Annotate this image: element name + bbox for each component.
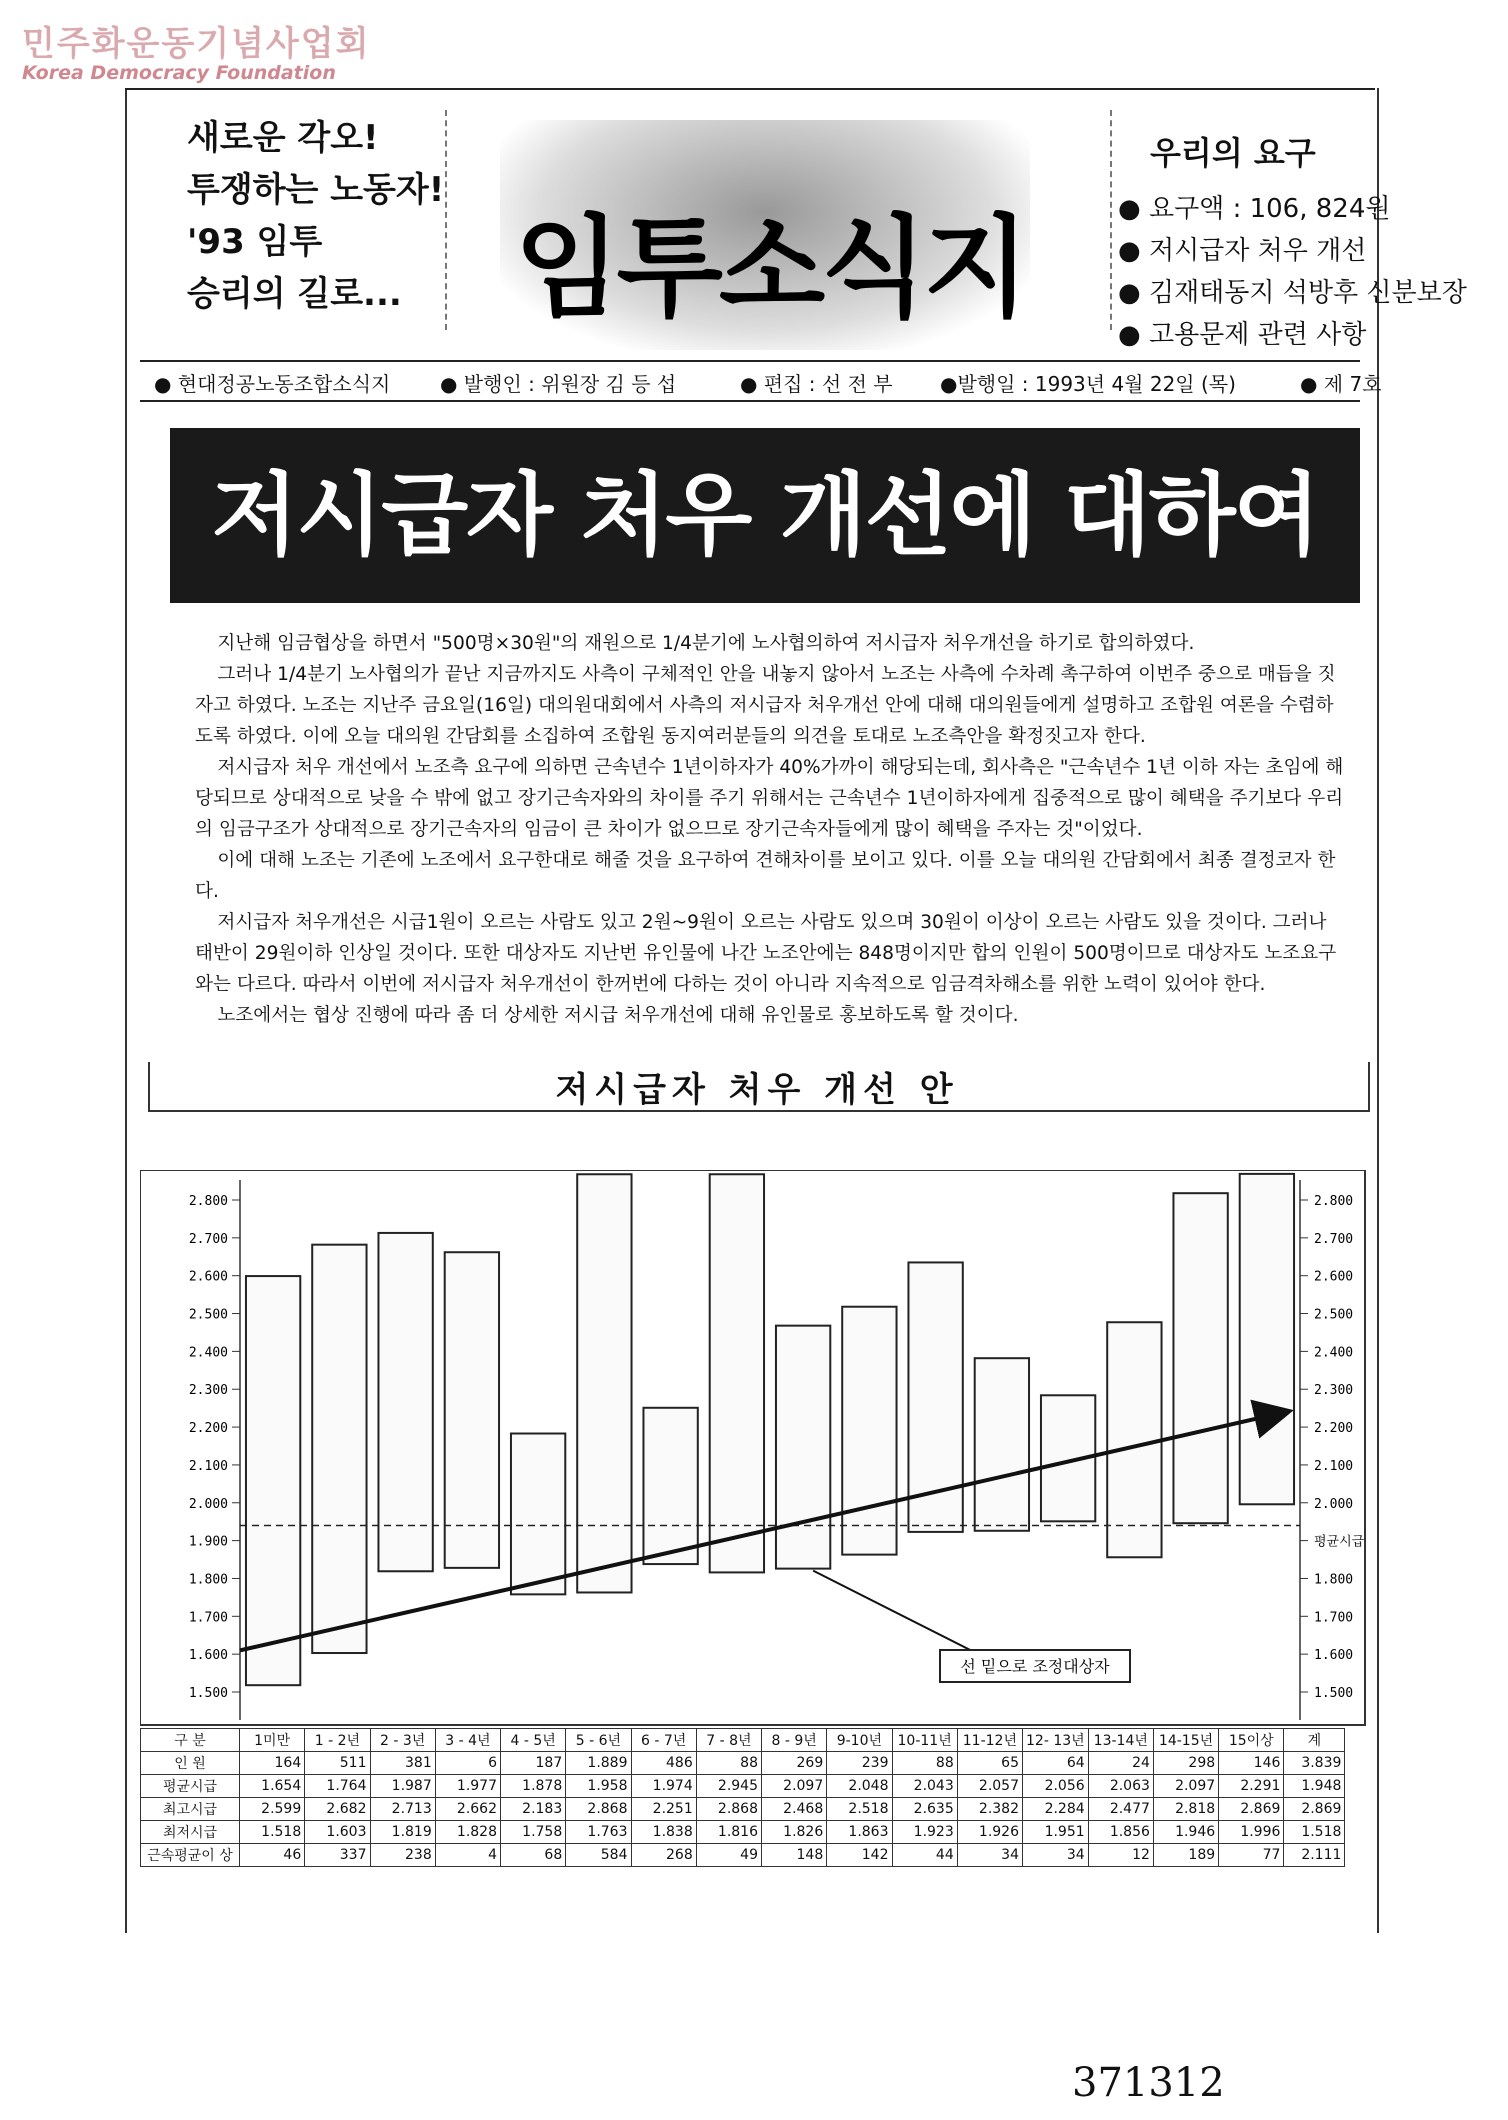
mast-divider — [445, 110, 449, 330]
table-header-label: 구 분 — [141, 1729, 240, 1752]
table-cell: 1.838 — [631, 1821, 696, 1844]
table-cell: 2.477 — [1088, 1798, 1153, 1821]
archive-number: 371312 — [1072, 2060, 1225, 2106]
y-tick-label-right: 1.500 — [1314, 1686, 1354, 1701]
table-cell: 1.856 — [1088, 1821, 1153, 1844]
demands-list — [1118, 188, 1467, 356]
headline: 저시급자 처우 개선에 대하여 — [170, 428, 1360, 603]
table-header-cell: 1미만 — [240, 1729, 305, 1752]
table-cell: 1.974 — [631, 1775, 696, 1798]
table-total-cell: 3.839 — [1284, 1752, 1345, 1775]
y-tick-label-right: 2.300 — [1314, 1383, 1354, 1399]
table-cell: 269 — [762, 1752, 827, 1775]
y-tick-label-right: 2.100 — [1314, 1458, 1354, 1474]
table-cell: 2.818 — [1153, 1798, 1218, 1821]
table-cell: 2.063 — [1088, 1775, 1153, 1798]
table-cell: 68 — [501, 1844, 566, 1867]
table-cell: 88 — [892, 1752, 957, 1775]
y-tick-label-right: 2.600 — [1314, 1269, 1354, 1285]
table-cell: 2.291 — [1219, 1775, 1284, 1798]
table-cell: 1.951 — [1023, 1821, 1089, 1844]
table-cell: 148 — [762, 1844, 827, 1867]
slogan-block — [187, 112, 444, 320]
demand-item: ● 김재태동지 석방후 신분보장 — [1118, 278, 1467, 308]
table-cell: 1.826 — [762, 1821, 827, 1844]
article-body — [195, 628, 1350, 1031]
table-header-cell: 5 - 6년 — [566, 1729, 631, 1752]
table-header-row — [141, 1729, 1345, 1752]
table-cell: 142 — [827, 1844, 892, 1867]
table-cell: 2.056 — [1023, 1775, 1089, 1798]
wage-range-bar — [246, 1276, 300, 1685]
article-paragraph: 저시급자 처우개선은 시급1원이 오르는 사람도 있고 2원~9원이 오르는 사람도 있으며 30원이 이상이 오르는 사람도 있을 것이다. 그러나 태반이 29원이하 인상일 것이다. 또한 대상자도 지난번 유인물에 나간 노조안에는 848명이지만 합의 인원이 500명이므로 대상자도 노조요구와는 다르다. 따라서 이번에 저시급자 처우개선이 한꺼번에 다하는 것이 아니라 지속적으로 임금격차해소를 위한 노력이 있어야 한다. — [195, 912, 1337, 995]
table-cell: 2.043 — [892, 1775, 957, 1798]
table-cell: 511 — [305, 1752, 370, 1775]
table-cell: 2.682 — [305, 1798, 370, 1821]
y-tick-label-left: 2.200 — [188, 1421, 228, 1437]
table-row-label: 최고시급 — [141, 1798, 240, 1821]
y-tick-label-right: 2.800 — [1314, 1194, 1354, 1209]
y-tick-label-left: 2.300 — [188, 1383, 228, 1399]
table-header-cell: 10-11년 — [892, 1729, 957, 1752]
y-tick-label-left: 2.500 — [188, 1307, 228, 1323]
table-cell: 2.382 — [957, 1798, 1022, 1821]
table-cell: 34 — [957, 1844, 1022, 1867]
table-cell: 2.468 — [762, 1798, 827, 1821]
table-cell: 4 — [435, 1844, 500, 1867]
table-header-cell: 13-14년 — [1088, 1729, 1153, 1752]
wage-range-bar — [378, 1233, 432, 1571]
table-cell: 298 — [1153, 1752, 1218, 1775]
table-row — [141, 1752, 1345, 1775]
table-cell: 381 — [370, 1752, 435, 1775]
table-cell: 2.057 — [957, 1775, 1022, 1798]
article-paragraph: 이에 대해 노조는 기존에 노조에서 요구한대로 해줄 것을 요구하여 견해차이를 보이고 있다. 이를 오늘 대의원 간담회에서 최종 결정코자 한다. — [195, 850, 1336, 902]
y-tick-label-right: 2.400 — [1314, 1345, 1354, 1361]
table-cell: 1.758 — [501, 1821, 566, 1844]
table-cell: 239 — [827, 1752, 892, 1775]
table-cell: 64 — [1023, 1752, 1089, 1775]
table-header-cell: 8 - 9년 — [762, 1729, 827, 1752]
table-header-cell: 4 - 5년 — [501, 1729, 566, 1752]
wage-range-bar — [577, 1174, 631, 1592]
table-cell: 1.878 — [501, 1775, 566, 1798]
table-cell: 1.816 — [696, 1821, 761, 1844]
y-tick-label-right: 2.700 — [1314, 1231, 1354, 1247]
demand-item: ● 고용문제 관련 사항 — [1118, 320, 1367, 350]
table-cell: 6 — [435, 1752, 500, 1775]
chart-title: 저시급자 처우 개선 안 — [555, 1070, 959, 1110]
wage-range-bar — [1240, 1174, 1294, 1504]
wage-range-bar — [842, 1307, 896, 1555]
wage-range-bar — [710, 1174, 764, 1572]
info-editor: ● 편집 : 선 전 부 — [740, 372, 893, 396]
y-tick-label-left: 2.000 — [188, 1496, 228, 1512]
table-cell: 486 — [631, 1752, 696, 1775]
wage-table — [140, 1728, 1345, 1867]
table-cell: 2.251 — [631, 1798, 696, 1821]
table-cell: 2.048 — [827, 1775, 892, 1798]
table-cell: 34 — [1023, 1844, 1089, 1867]
mast-divider — [1110, 110, 1114, 330]
table-total-cell: 2.869 — [1284, 1798, 1345, 1821]
article-paragraph: 노조에서는 협상 진행에 따라 좀 더 상세한 저시급 처우개선에 대해 유인물로 홍보하도록 할 것이다. — [217, 1005, 1019, 1026]
y-tick-label-left: 1.500 — [188, 1686, 228, 1701]
table-cell: 1.923 — [892, 1821, 957, 1844]
y-tick-label-right: 1.700 — [1314, 1610, 1354, 1626]
wage-range-bar — [312, 1245, 366, 1653]
wage-range-chart — [140, 1170, 1366, 1730]
table-cell: 2.097 — [762, 1775, 827, 1798]
table-cell: 44 — [892, 1844, 957, 1867]
table-row-label: 인 원 — [141, 1752, 240, 1775]
table-header-cell: 14-15년 — [1153, 1729, 1218, 1752]
table-cell: 268 — [631, 1844, 696, 1867]
table-cell: 1.926 — [957, 1821, 1022, 1844]
table-header-cell: 2 - 3년 — [370, 1729, 435, 1752]
demands-title: 우리의 요구 — [1150, 134, 1316, 172]
table-cell: 2.868 — [566, 1798, 631, 1821]
wage-range-bar — [445, 1252, 499, 1568]
info-date: ●발행일 : 1993년 4월 22일 (목) — [940, 372, 1236, 396]
table-cell: 12 — [1088, 1844, 1153, 1867]
table-cell: 2.868 — [696, 1798, 761, 1821]
table-cell: 1.996 — [1219, 1821, 1284, 1844]
table-cell: 1.764 — [305, 1775, 370, 1798]
y-tick-label-left: 2.600 — [188, 1269, 228, 1285]
info-issue: ● 제 7호 — [1300, 372, 1382, 396]
table-cell: 1.603 — [305, 1821, 370, 1844]
y-tick-label-left: 2.400 — [188, 1345, 228, 1361]
table-cell: 1.518 — [240, 1821, 305, 1844]
table-cell: 2.284 — [1023, 1798, 1089, 1821]
table-header-cell: 7 - 8년 — [696, 1729, 761, 1752]
table-cell: 2.097 — [1153, 1775, 1218, 1798]
table-cell: 164 — [240, 1752, 305, 1775]
wage-range-bar — [975, 1358, 1029, 1531]
table-row — [141, 1775, 1345, 1798]
y-tick-label-right: 2.000 — [1314, 1496, 1354, 1512]
table-cell: 1.889 — [566, 1752, 631, 1775]
table-cell: 337 — [305, 1844, 370, 1867]
table-header-cell: 12- 13년 — [1023, 1729, 1089, 1752]
table-header-cell: 9-10년 — [827, 1729, 892, 1752]
table-cell: 1.828 — [435, 1821, 500, 1844]
slogan-line: 새로운 각오! — [187, 118, 379, 158]
table-row-label: 근속평균이 상 — [141, 1844, 240, 1867]
table-row-label: 최저시급 — [141, 1821, 240, 1844]
table-cell: 146 — [1219, 1752, 1284, 1775]
logo: 임투소식지 — [514, 204, 1026, 332]
table-cell: 46 — [240, 1844, 305, 1867]
y-tick-label-left: 1.700 — [188, 1610, 228, 1626]
table-cell: 1.819 — [370, 1821, 435, 1844]
table-cell: 2.635 — [892, 1798, 957, 1821]
table-total-cell: 1.518 — [1284, 1821, 1345, 1844]
table-cell: 24 — [1088, 1752, 1153, 1775]
info-bar — [140, 360, 1382, 402]
table-cell: 2.599 — [240, 1798, 305, 1821]
article-paragraph: 지난해 임금협상을 하면서 "500명×30원"의 재원으로 1/4분기에 노사협의하여 저시급자 처우개선을 하기로 합의하였다. — [217, 633, 1195, 654]
table-header-cell: 15이상 — [1219, 1729, 1284, 1752]
wage-range-bar — [1107, 1322, 1161, 1557]
y-tick-label-right: 1.800 — [1314, 1572, 1354, 1588]
table-cell: 238 — [370, 1844, 435, 1867]
table-cell: 2.869 — [1219, 1798, 1284, 1821]
wage-range-bar — [643, 1408, 697, 1564]
table-header-cell: 11-12년 — [957, 1729, 1022, 1752]
demand-item: ● 요구액 : 106, 824원 — [1118, 194, 1391, 224]
table-cell: 1.654 — [240, 1775, 305, 1798]
table-cell: 65 — [957, 1752, 1022, 1775]
slogan-line: 승리의 길로... — [187, 274, 402, 314]
y-tick-label-right: 2.200 — [1314, 1421, 1354, 1437]
y-tick-label-right: 1.600 — [1314, 1648, 1354, 1664]
table-cell: 1.987 — [370, 1775, 435, 1798]
table-total-header: 계 — [1284, 1729, 1345, 1752]
article-paragraph: 저시급자 처우 개선에서 노조측 요구에 의하면 근속년수 1년이하자가 40%가까이 해당되는데, 회사측은 "근속년수 1년 이하 자는 초임에 해당되므로 상대적으로 낮을 수 밖에 없고 장기근속자와의 차이를 주기 위해서는 근속년수 1년이하자에게 집중적으로 많이 혜택을 주기보다 우리의 임금구조가 상대적으로 장기근속자의 임금이 큰 차이가 없으므로 장기근속자들에게 많이 혜택을 주자는 것"이었다. — [195, 757, 1344, 840]
table-header-cell: 3 - 4년 — [435, 1729, 500, 1752]
table-cell: 1.977 — [435, 1775, 500, 1798]
slogan-line: '93 임투 — [187, 222, 323, 262]
annotation-label: 선 밑으로 조정대상자 — [960, 1657, 1110, 1676]
y-tick-label-right: 2.500 — [1314, 1307, 1354, 1323]
table-cell: 2.183 — [501, 1798, 566, 1821]
table-cell: 189 — [1153, 1844, 1218, 1867]
y-tick-label-left: 1.800 — [188, 1572, 228, 1588]
y-tick-label-left: 2.700 — [188, 1231, 228, 1247]
watermark-english: Korea Democracy Foundation — [22, 62, 336, 84]
annotation-pointer — [813, 1571, 990, 1660]
y-tick-label-left: 1.600 — [188, 1648, 228, 1664]
wage-range-bar — [511, 1434, 565, 1595]
table-cell: 88 — [696, 1752, 761, 1775]
slogan-line: 투쟁하는 노동자! — [187, 170, 445, 210]
wage-range-bar — [776, 1326, 830, 1569]
article-paragraph: 그러나 1/4분기 노사협의가 끝난 지금까지도 사측이 구체적인 안을 내놓지 않아서 노조는 사측에 수차례 촉구하여 이번주 중으로 매듭을 짓자고 하였다. 노조는 지난주 금요일(16일) 대의원대회에서 사측의 저시급자 처우개선 안에 대해 대의원들에게 설명하고 조합원 여론을 수렴하도록 하였다. 이에 오늘 대의원 간담회를 소집하여 조합원 동지여러분들의 의견을 토대로 노조측안을 확정짓고자 한다. — [195, 664, 1336, 747]
info-org: ● 현대정공노동조합소식지 — [154, 372, 391, 396]
table-total-cell: 1.948 — [1284, 1775, 1345, 1798]
table-row-label: 평균시급 — [141, 1775, 240, 1798]
table-cell: 1.946 — [1153, 1821, 1218, 1844]
y-tick-label-left: 1.900 — [188, 1534, 228, 1550]
watermark-korean: 민주화운동기념사업회 — [22, 24, 371, 64]
table-cell: 2.945 — [696, 1775, 761, 1798]
table-cell: 2.518 — [827, 1798, 892, 1821]
table-total-cell: 2.111 — [1284, 1844, 1345, 1867]
table-cell: 1.863 — [827, 1821, 892, 1844]
table-row — [141, 1798, 1345, 1821]
table-header-cell: 1 - 2년 — [305, 1729, 370, 1752]
y-tick-label-left: 2.800 — [188, 1194, 228, 1209]
table-header-cell: 6 - 7년 — [631, 1729, 696, 1752]
table-cell: 187 — [501, 1752, 566, 1775]
table-row — [141, 1821, 1345, 1844]
y-tick-label-left: 2.100 — [188, 1458, 228, 1474]
table-cell: 2.713 — [370, 1798, 435, 1821]
table-cell: 1.958 — [566, 1775, 631, 1798]
table-cell: 77 — [1219, 1844, 1284, 1867]
y-tick-label-right: 평균시급 — [1314, 1534, 1365, 1550]
table-row — [141, 1844, 1345, 1867]
wage-range-bar — [1173, 1193, 1227, 1523]
table-cell: 49 — [696, 1844, 761, 1867]
table-cell: 2.662 — [435, 1798, 500, 1821]
demand-item: ● 저시급자 처우 개선 — [1118, 236, 1367, 266]
table-cell: 1.763 — [566, 1821, 631, 1844]
info-publisher: ● 발행인 : 위원장 김 등 섭 — [440, 372, 677, 396]
table-cell: 584 — [566, 1844, 631, 1867]
